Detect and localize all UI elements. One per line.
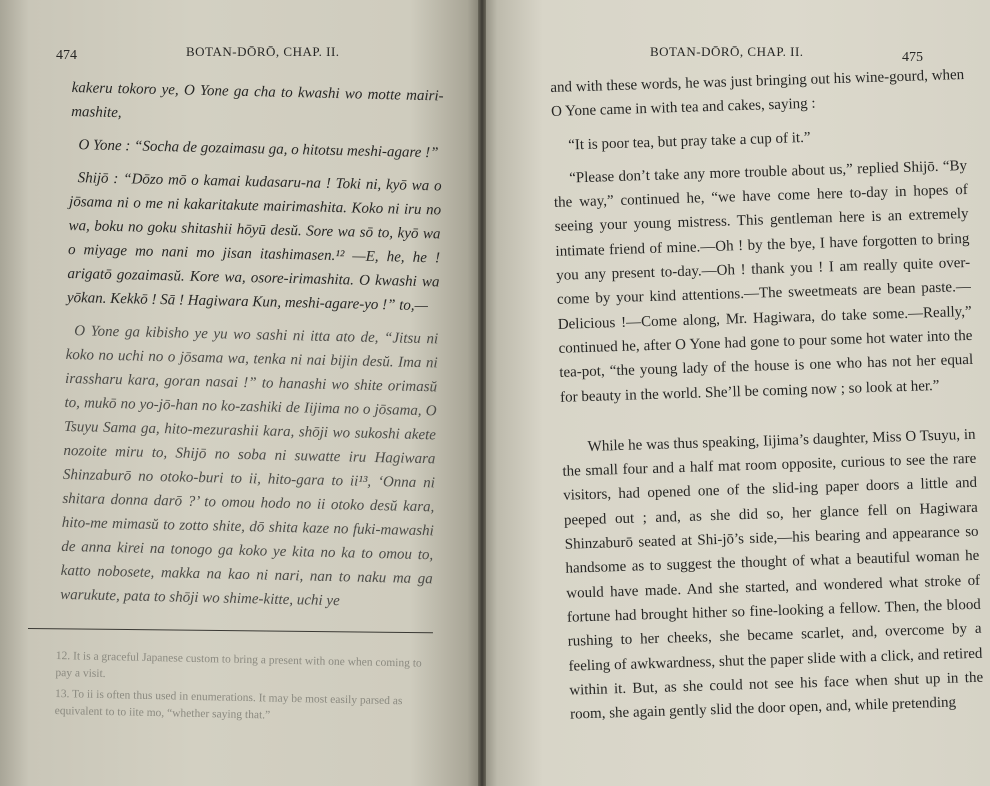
left-paragraph: kakeru tokoro ye, O Yone ga cha to kwashi wo motte mairi-mashite, bbox=[71, 79, 444, 122]
left-paragraph: Shijō : “Dōzo mō o kamai kudasaru-na ! Toki ni, kyō wa o jōsama ni o me ni kakaritakute mairimashita. Koko ni iru no wa, boku no goku shitashii hōyū desŭ. Sore wa sō to, kyō wa o miyage mo nani mo jisan itashimasen.¹² —E, he, he ! arigatō gozaimasŭ. Kore wa, osore-irimashita. O kwashi wa yōkan. Kekkō ! Sā ! Hagiwara Kun, meshi-agare-yo !” to,— bbox=[66, 170, 442, 315]
footnote-rule bbox=[28, 628, 433, 633]
left-page-body bbox=[60, 76, 444, 624]
right-paragraph: “It is poor tea, but pray take a cup of it.” bbox=[567, 129, 811, 154]
page-number-left: 474 bbox=[56, 48, 77, 63]
right-page-body bbox=[550, 63, 985, 736]
left-paragraph: O Yone : “Socha de gozaimasu ga, o hitotsu meshi-agare !” bbox=[78, 137, 439, 162]
footnote: 13. To ii is often thus used in enumerations. It may be most easily parsed as equivalent to to iite mo, “whether saying that.” bbox=[54, 687, 403, 722]
page-number-right: 475 bbox=[902, 50, 923, 65]
footnote: 12. It is a graceful Japanese custom to bring a present with one when coming to pay a visit. bbox=[55, 649, 422, 681]
running-head-left: BOTAN-DŌRŌ, CHAP. II. bbox=[186, 44, 340, 59]
right-paragraph: “Please don’t take any more trouble about us,” replied Shijō. “By the way,” continued he, “we have come here to-day in hopes of seeing your young mistress. This gentleman here is an extremely intimate friend of mine.—Oh ! by the bye, I have forgotten to bring you any present to-day.—Oh ! thank you ! I am really quite over-come by your kind attentions.—The sweetmeats are bean paste.—Delicious !—Come along, Mr. Hagiwara, do take some.—Really,” continued he, after O Yone had gone to pour some hot water into the tea-pot, “the young lady of the house is one who has not her equal for beauty in the world. She’ll be coming now ; so look at her.” bbox=[553, 157, 974, 406]
footnotes bbox=[54, 648, 434, 732]
left-page bbox=[0, 0, 482, 786]
running-head-right: BOTAN-DŌRŌ, CHAP. II. bbox=[650, 44, 804, 59]
right-paragraph: and with these words, he was just bringing out his wine-gourd, when O Yone came in with tea and cakes, saying : bbox=[550, 66, 965, 121]
book-gutter bbox=[478, 0, 486, 786]
left-paragraph: O Yone ga kibisho ye yu wo sashi ni itta ato de, “Jitsu ni koko no uchi no o jōsama wa, tenka ni nai bijin desŭ. Ima ni irassharu kara, goran nasai !” to hanashi wo shite orimasŭ to, mukō no yo-jō-han no ko-zashiki de Iijima no o jōsama, O Tsuyu Sama ga, hito-mezurashii kara, shōji wo sukoshi akete nozoite miru to, Shijō no soba ni suwatte iru Hagiwara Shinzaburō no otoko-buri to ii, hito-gara to ii¹³, ‘Onna ni shitara donna darō ?’ to omou hodo no ii otoko desŭ kara, hito-me mimasŭ to zotto shite, dō shita kaze no fuki-mawashi de anna kirei na tonogo ga koko ye kita no ka to omou to, katto nobosete, makka na kao ni nari, nan to naku ma ga warukute, pata to shōji wo shime-kitte, uchi ye bbox=[60, 323, 439, 610]
right-page bbox=[482, 0, 990, 786]
right-paragraph: While he was thus speaking, Iijima’s daughter, Miss O Tsuyu, in the small four and a half mat room opposite, curious to see the rare visitors, had opened one of the slid-ing paper doors a little and peeped out ; and, as she did so, her glance fell on Hagiwara Shinzaburō seated at Shi-jō’s side,—his bearing and appearance so handsome as to suggest the thought of what a beautiful woman he would have made. And she started, and wondered what stroke of fortune had brought hither so fine-looking a fellow. Then, the blood rushing to her cheeks, she became scarlet, and, overcome by a feeling of awkwardness, shut the paper slide with a click, and retired within it. But, as she could not see his face when shut up in the room, she again gently slid the door open, and, while pretending bbox=[562, 426, 984, 723]
